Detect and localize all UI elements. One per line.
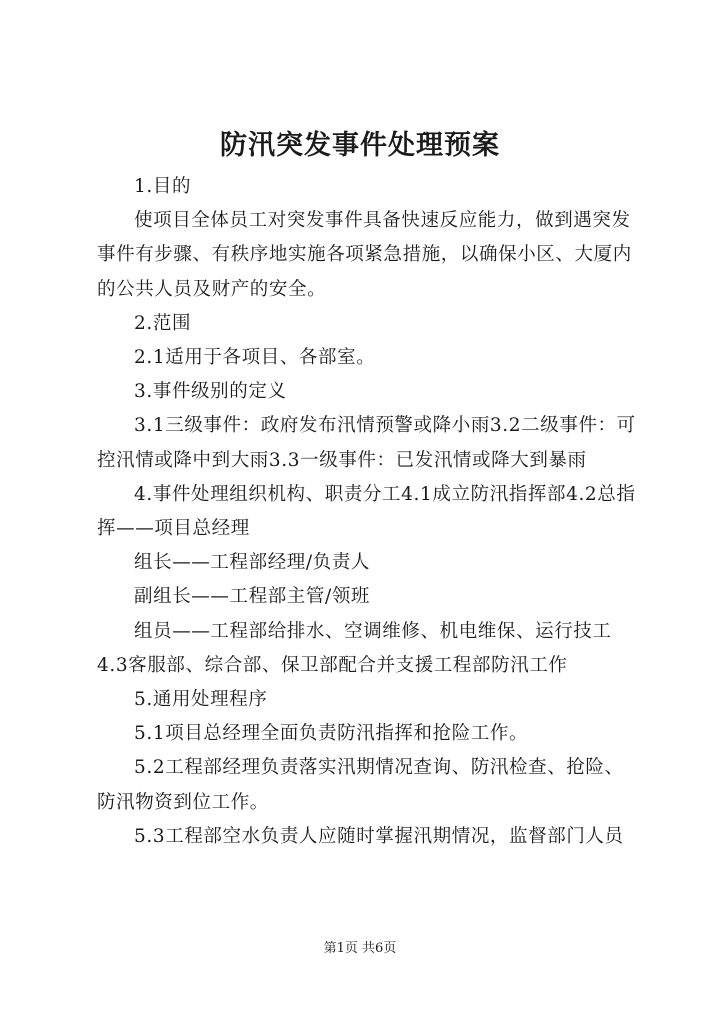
paragraph-12: 5.1项目总经理全面负责防汛指挥和抢险工作。: [134, 723, 529, 745]
document-body: [97, 170, 637, 854]
document-title: 防汛突发事件处理预案: [220, 130, 500, 161]
paragraph-5: 3.事件级别的定义: [134, 381, 287, 403]
paragraph-7: 4.事件处理组织机构、职责分工4.1成立防汛指挥部4.2总指挥——项目总经理: [97, 483, 636, 540]
paragraph-4: 2.1适用于各项目、各部室。: [134, 347, 376, 369]
paragraph-9: 副组长——工程部主管/领班: [134, 586, 371, 608]
paragraph-3: 2.范围: [134, 312, 192, 334]
paragraph-1: 1.目的: [134, 176, 192, 197]
paragraph-10: 组员——工程部给排水、空调维修、机电维保、运行技工4.3客服部、综合部、保卫部配合并支援工程部防汛工作: [97, 620, 612, 676]
page-footer: 第1页 共6页: [323, 941, 397, 956]
paragraph-14: 5.3工程部空水负责人应随时掌握汛期情况，监督部门人员: [134, 825, 624, 847]
paragraph-13: 5.2工程部经理负责落实汛期情况查询、防汛检查、抢险、防汛物资到位工作。: [97, 757, 624, 813]
paragraph-2: 使项目全体员工对突发事件具备快速反应能力，做到遇突发事件有步骤、有秩序地实施各项紧急措施，以确保小区、大厦内的公共人员及财产的安全。: [97, 210, 632, 300]
paragraph-11: 5.通用处理程序: [134, 689, 268, 711]
paragraph-6: 3.1三级事件：政府发布汛情预警或降小雨3.2二级事件：可控汛情或降中到大雨3.3一级事件：已发汛情或降大到暴雨: [97, 415, 636, 471]
paragraph-8: 组长——工程部经理/负责人: [134, 552, 371, 574]
